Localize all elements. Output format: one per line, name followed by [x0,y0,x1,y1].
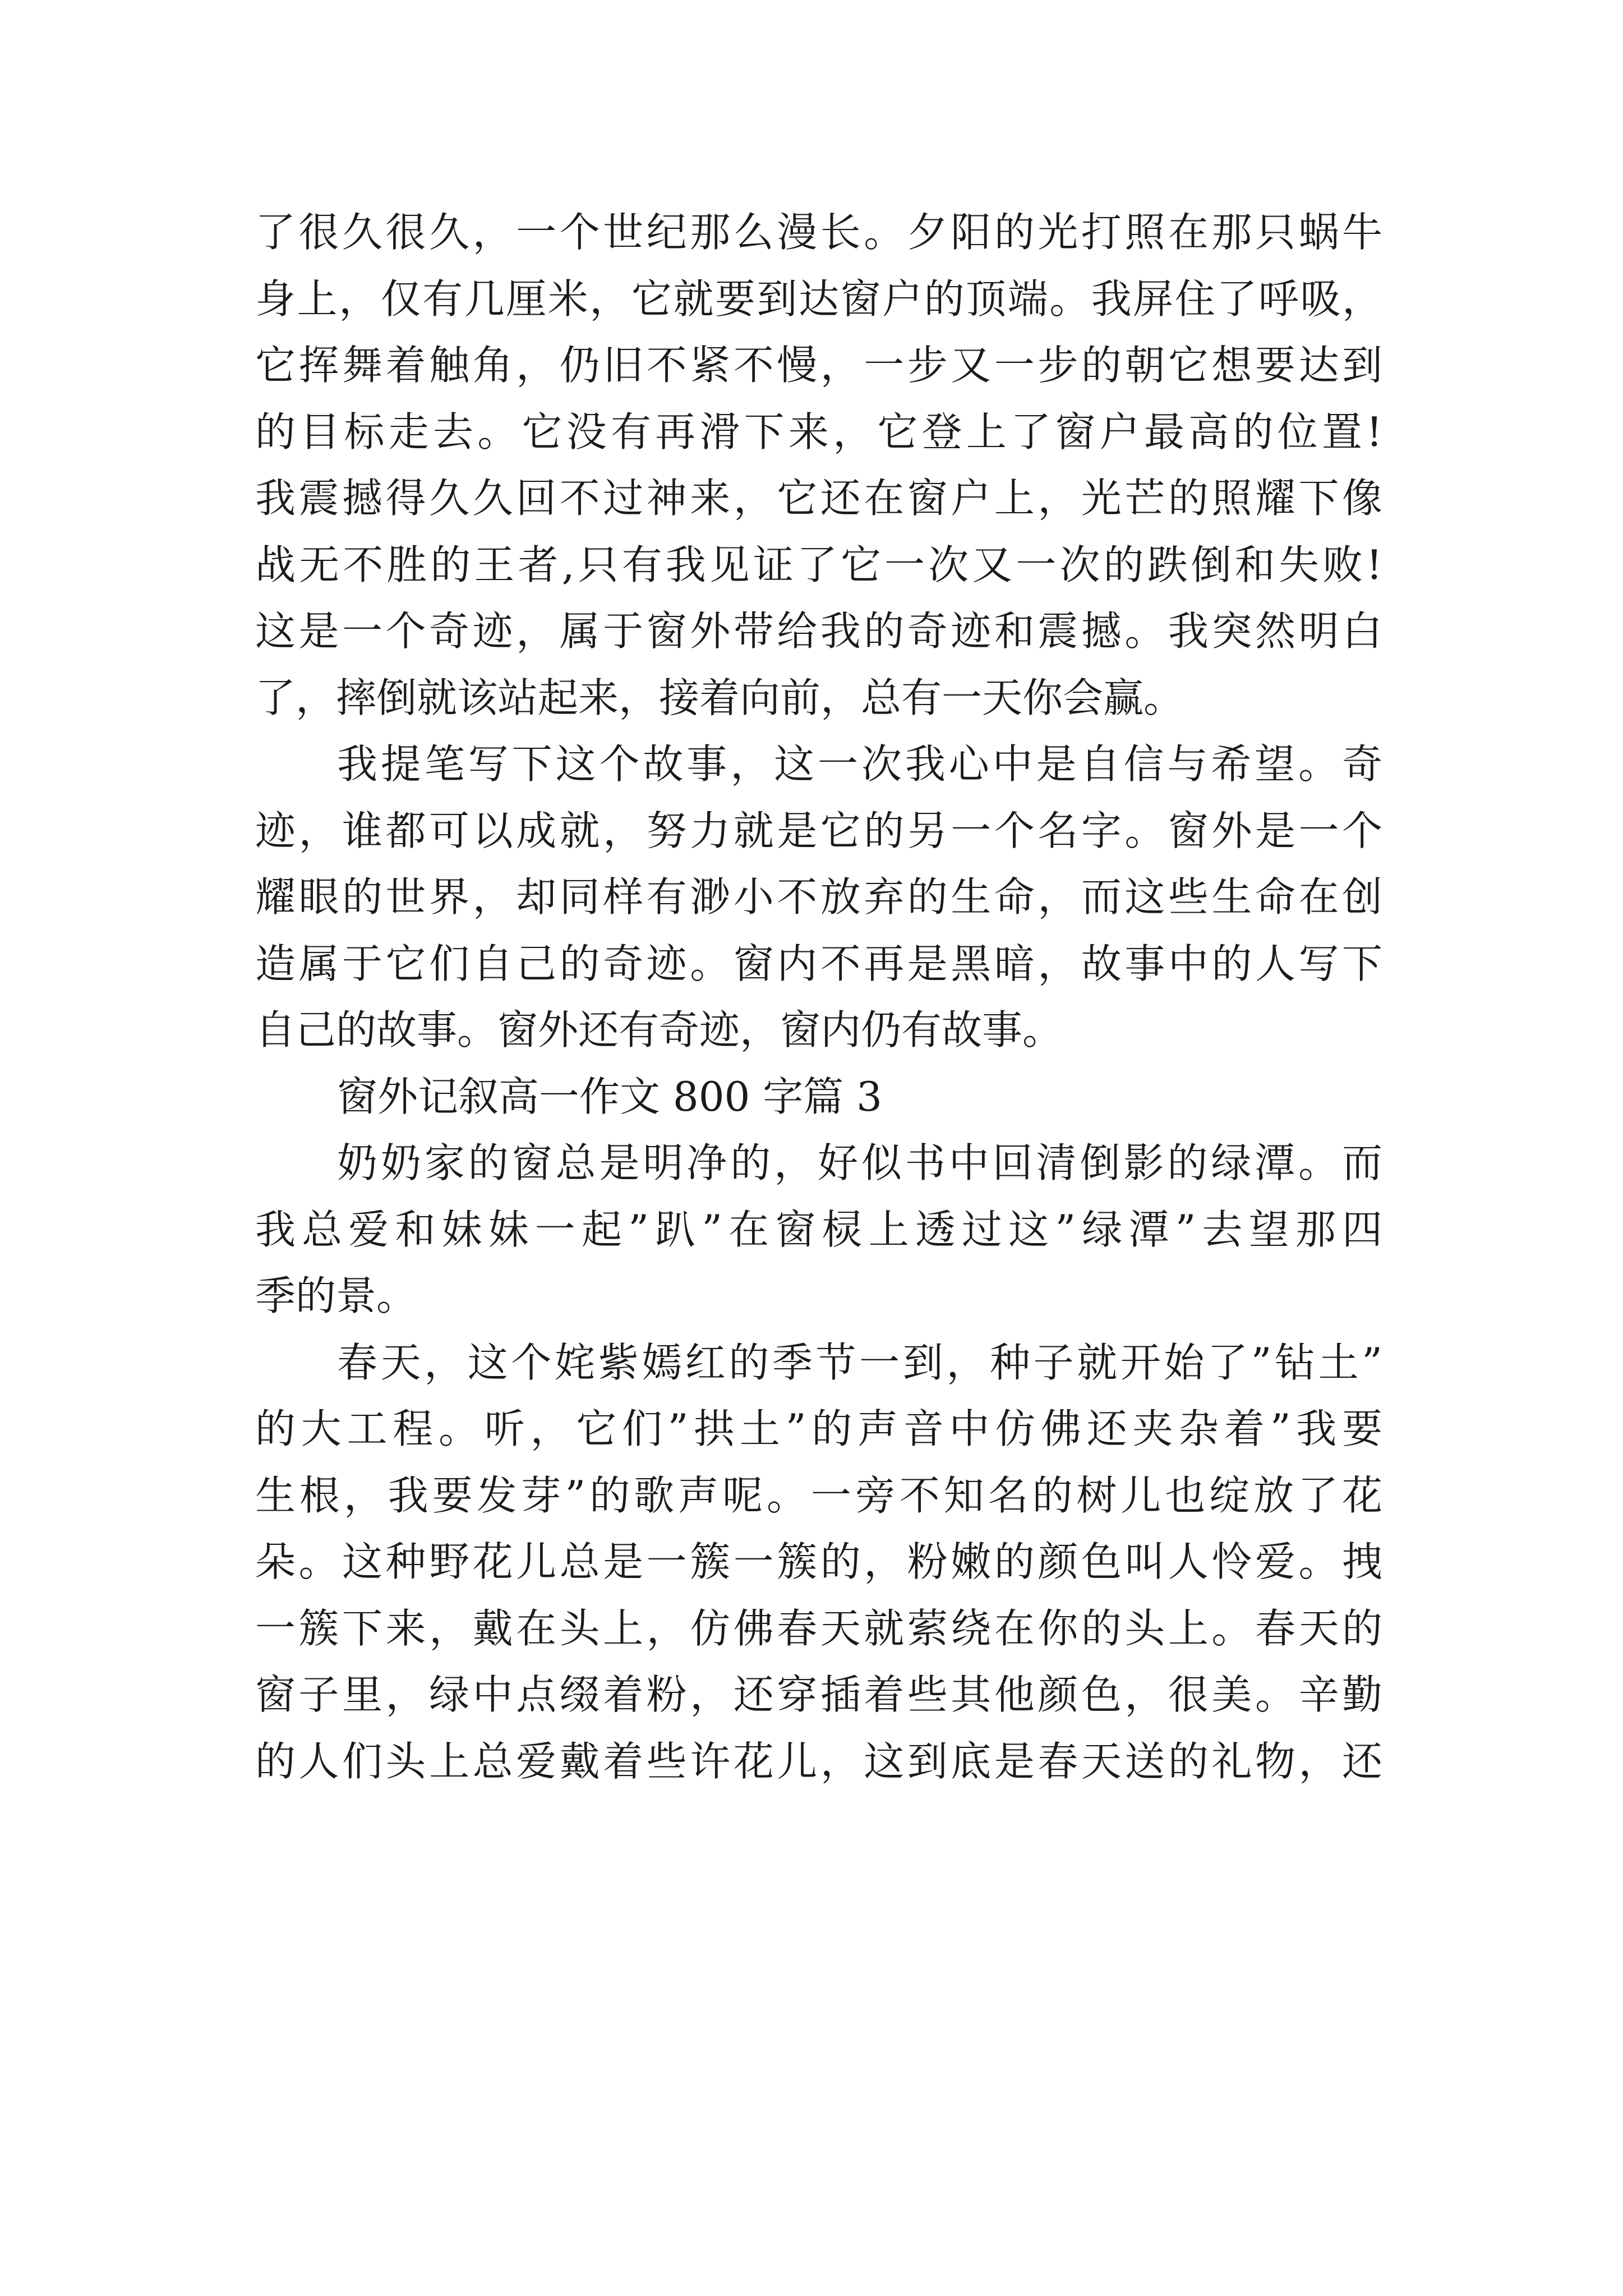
text-line: 自己的故事。窗外还有奇迹，窗内仍有故事。 [255,1006,1063,1053]
text-line: 这是一个奇迹，属于窗外带给我的奇迹和震撼。我突然明白 [255,608,1382,655]
text-line: 窗外记叙高一作文 800 字篇 3 [337,1073,882,1120]
text-line: 耀眼的世界，却同样有渺小不放弃的生命，而这些生命在创 [255,873,1382,921]
document-body [255,199,1382,1795]
text-line: 窗子里，绿中点缀着粉，还穿插着些其他颜色，很美。辛勤 [255,1671,1382,1718]
text-line: 的大工程。听，它们”拱土”的声音中仿佛还夹杂着”我要 [255,1405,1382,1452]
text-line: 迹，谁都可以成就，努力就是它的另一个名字。窗外是一个 [255,807,1382,854]
text-line: 我总爱和妹妹一起”趴”在窗棂上透过这”绿潭”去望那四 [255,1205,1382,1253]
text-line: 我震撼得久久回不过神来，它还在窗户上，光芒的照耀下像 [255,475,1382,522]
text-line: 了很久很久，一个世纪那么漫长。夕阳的光打照在那只蜗牛 [255,209,1382,256]
text-line: 了，摔倒就该站起来，接着向前，总有一天你会赢。 [255,674,1184,721]
text-line: 战无不胜的王者,只有我见证了它一次又一次的跌倒和失败! [255,541,1382,588]
text-line: 的人们头上总爱戴着些许花儿，这到底是春天送的礼物，还 [255,1737,1382,1785]
text-line: 的目标走去。它没有再滑下来，它登上了窗户最高的位置! [255,408,1382,455]
text-line: 朵。这种野花儿总是一簇一簇的，粉嫩的颜色叫人怜爱。拽 [255,1538,1382,1585]
text-line: 春天，这个姹紫嫣红的季节一到，种子就开始了”钻土” [337,1338,1382,1386]
text-line: 它挥舞着触角，仍旧不紧不慢，一步又一步的朝它想要达到 [255,342,1382,389]
text-line: 一簇下来，戴在头上，仿佛春天就萦绕在你的头上。春天的 [255,1604,1382,1652]
text-line: 我提笔写下这个故事，这一次我心中是自信与希望。奇 [337,740,1382,788]
text-line: 季的景。 [255,1272,417,1319]
text-line: 身上，仅有几厘米，它就要到达窗户的顶端。我屏住了呼吸， [255,275,1382,323]
text-line: 生根，我要发芽”的歌声呢。一旁不知名的树儿也绽放了花 [255,1471,1382,1519]
text-line: 奶奶家的窗总是明净的，好似书中回清倒影的绿潭。而 [337,1139,1382,1186]
text-line: 造属于它们自己的奇迹。窗内不再是黑暗，故事中的人写下 [255,940,1382,987]
